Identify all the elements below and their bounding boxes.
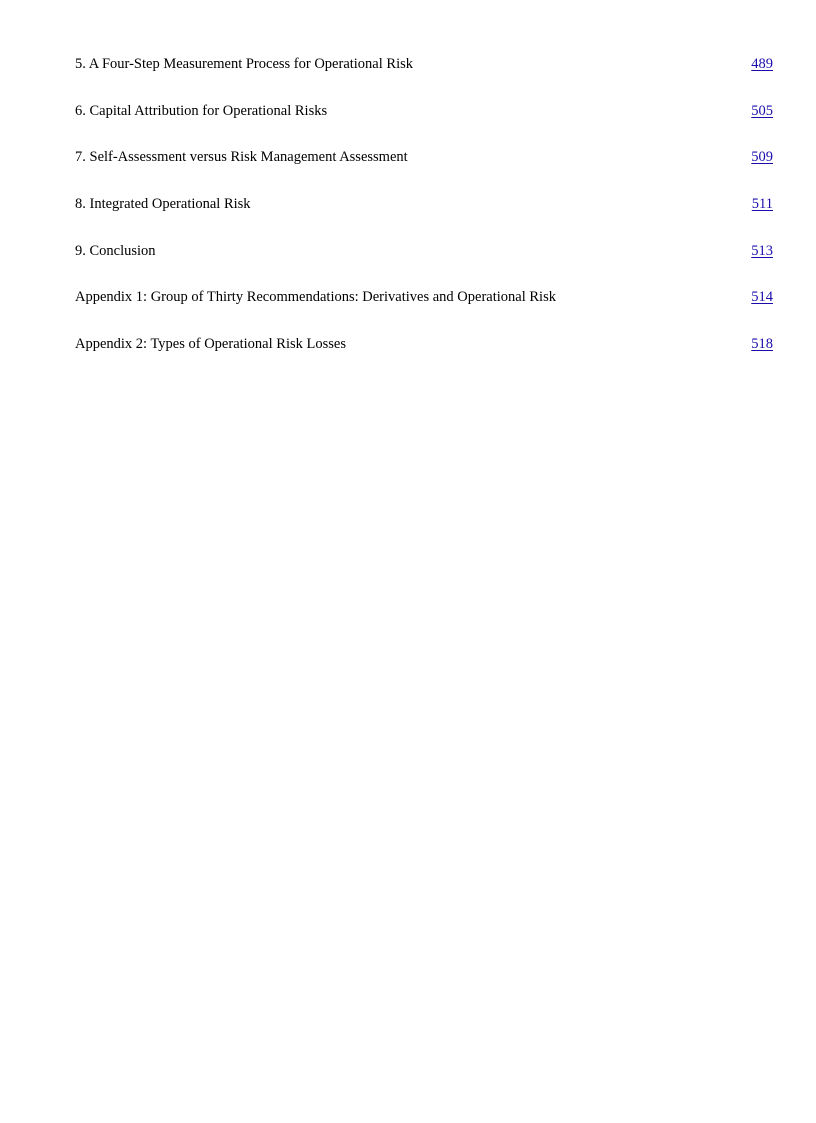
- toc-entry: [75, 287, 773, 334]
- toc-entry: [75, 241, 773, 288]
- toc-entry: [75, 194, 773, 241]
- toc-page-link[interactable]: 513: [751, 242, 773, 259]
- toc-entry-title: Appendix 2: Types of Operational Risk Losses: [75, 336, 346, 353]
- toc-entry-title: 7. Self-Assessment versus Risk Management Assessment: [75, 149, 408, 166]
- toc-entry: [75, 54, 773, 101]
- toc-entry-title: 5. A Four-Step Measurement Process for Operational Risk: [75, 56, 413, 72]
- toc-entry: [75, 334, 773, 381]
- toc-entry: [75, 147, 773, 194]
- toc-entry-title: 9. Conclusion: [75, 242, 156, 259]
- toc-entry-title: 8. Integrated Operational Risk: [75, 196, 251, 213]
- toc-entry-title: 6. Capital Attribution for Operational Risks: [75, 102, 328, 119]
- toc-page-link[interactable]: 489: [751, 56, 773, 72]
- toc-entry-title: Appendix 1: Group of Thirty Recommendations: Derivatives and Operational Risk: [75, 289, 556, 306]
- toc-page-link[interactable]: 518: [751, 336, 773, 353]
- toc-page-link[interactable]: 509: [751, 149, 773, 166]
- toc-entry: [75, 101, 773, 148]
- toc-page-link[interactable]: 505: [751, 102, 773, 119]
- toc-page-link[interactable]: 514: [751, 289, 773, 306]
- toc-page-link[interactable]: 511: [751, 196, 773, 213]
- table-of-contents: [75, 54, 773, 381]
